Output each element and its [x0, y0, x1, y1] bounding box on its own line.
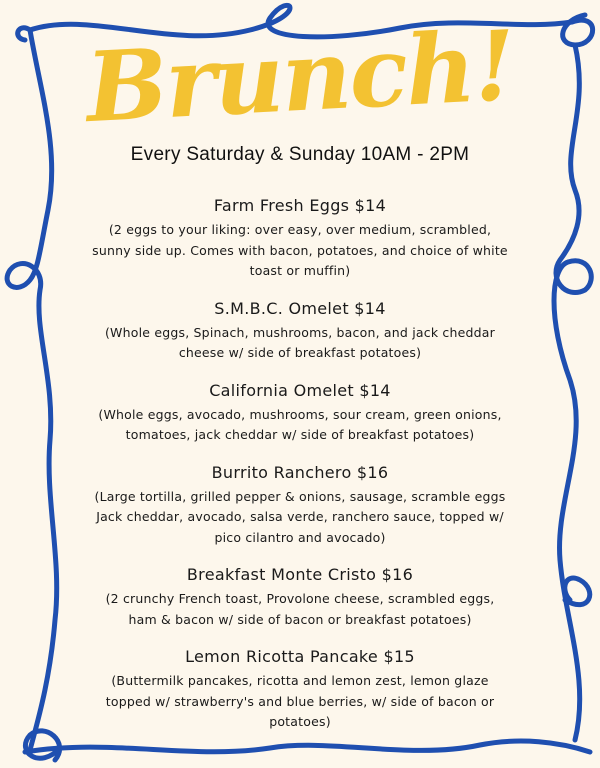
menu-item-name: California Omelet $14 [209, 380, 391, 400]
hours-subtitle: Every Saturday & Sunday 10AM - 2PM [130, 144, 470, 165]
menu-item-description: (Whole eggs, Spinach, mushrooms, bacon, and jack cheddar cheese w/ side of breakfast potatoes) [104, 324, 495, 360]
menu-item [90, 380, 510, 446]
menu-item [90, 195, 510, 282]
menu-item-description: (Whole eggs, avocado, mushrooms, sour cream, green onions, tomatoes, jack cheddar w/ side of breakfast potatoes) [98, 406, 502, 442]
menu-item [90, 298, 510, 364]
menu-item-description: (2 crunchy French toast, Provolone cheese, scrambled eggs, ham & bacon w/ side of bacon or breakfast potatoes) [105, 591, 495, 627]
menu-item-name: Burrito Ranchero $16 [211, 462, 389, 482]
menu-item [90, 462, 510, 549]
menu-item-description: (Buttermilk pancakes, ricotta and lemon zest, lemon glaze topped w/ strawberry's and blue berries, w/ side of bacon or potatoes) [105, 673, 495, 729]
menu-item [90, 646, 510, 733]
menu-item-name: S.M.B.C. Omelet $14 [214, 298, 386, 318]
menu-item-description: (2 eggs to your liking: over easy, over medium, scrambled, sunny side up. Comes with bacon, potatoes, and choice of white toast or muffin) [92, 222, 508, 278]
menu-item-description: (Large tortilla, grilled pepper & onions, sausage, scramble eggs Jack cheddar, avocado, salsa verde, ranchero sauce, topped w/ pico cilantro and avocado) [94, 488, 506, 545]
menu-item-name: Lemon Ricotta Pancake $15 [185, 647, 415, 666]
menu-item [90, 564, 510, 630]
menu-item-name: Breakfast Monte Cristo $16 [186, 565, 414, 584]
menu-list [90, 195, 510, 749]
menu-item-name: Farm Fresh Eggs $14 [213, 196, 387, 215]
page-title: Brunch! [83, 8, 517, 145]
